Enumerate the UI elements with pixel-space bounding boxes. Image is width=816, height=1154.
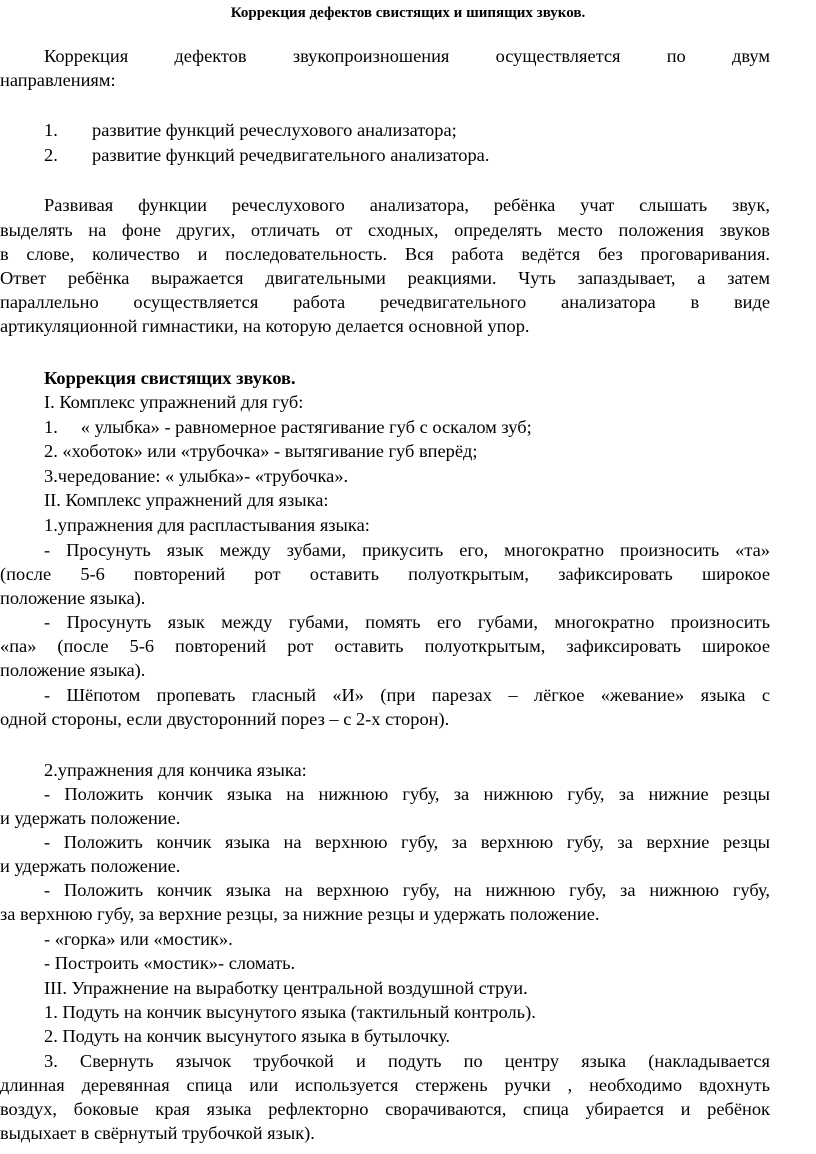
section-line-6: 1.упражнения для распластывания языка: [44, 515, 370, 535]
section-line-8: (после 5-6 повторений рот оставить полуоткрытым, зафиксировать широкое [0, 564, 770, 584]
section-line-13: - Шёпотом пропевать гласный «И» (при парезах – лёгкое «жевание» языка с [44, 685, 770, 705]
para2-line-5: параллельно осуществляется работа речедвигательного анализатора в виде [0, 292, 770, 312]
section-line-21: за верхнюю губу, за верхние резцы, за нижние резцы и удержать положение. [0, 904, 600, 924]
section-line-5: II. Комплекс упражнений для языка: [44, 490, 329, 510]
section-line-19: и удержать положение. [0, 856, 181, 876]
section-line-29: воздух, боковые края языка рефлекторно сворачиваются, спица убирается и ребёнок [0, 1099, 770, 1119]
section-line-7: - Просунуть язык между зубами, прикусить его, многократно произносить «та» [44, 540, 770, 560]
section-line-24: III. Упражнение на выработку центральной воздушной струи. [44, 978, 528, 998]
section-line-30: выдыхает в свёрнутый трубочкой язык). [0, 1123, 315, 1143]
section-line-23: - Построить «мостик»- сломать. [44, 953, 296, 973]
section-line-20: - Положить кончик языка на верхнюю губу, на нижнюю губу, за нижнюю губу, [44, 880, 770, 900]
section-line-14: одной стороны, если двусторонний порез – с 2-х сторон). [0, 709, 450, 729]
para2-line-1: Развивая функции речеслухового анализатора, ребёнка учат слышать звук, [44, 195, 770, 215]
section-line-10: - Просунуть язык между губами, помять его губами, многократно произносить [44, 612, 770, 632]
section-line-9: положение языка). [0, 588, 146, 608]
direction-1-number: 1. [44, 120, 58, 140]
intro-line-2: направлениям: [0, 70, 116, 90]
section-heading: Коррекция свистящих звуков. [44, 368, 296, 388]
section-line-3: 2. «хоботок» или «трубочка» - вытягивание губ вперёд; [44, 441, 478, 461]
section-line-17: и удержать положение. [0, 808, 181, 828]
section-line-15: 2.упражнения для кончика языка: [44, 760, 307, 780]
para2-line-2: выделять на фоне других, отличать от сходных, определять место положения звуков [0, 220, 770, 240]
section-line-28: длинная деревянная спица или используется стержень ручки , необходимо вдохнуть [0, 1075, 770, 1095]
section-line-1: I. Комплекс упражнений для губ: [44, 392, 304, 412]
section-line-11: «па» (после 5-6 повторений рот оставить полуоткрытым, зафиксировать широкое [0, 636, 770, 656]
section-line-12: положение языка). [0, 660, 146, 680]
section-line-25: 1. Подуть на кончик высунутого языка (тактильный контроль). [44, 1002, 536, 1022]
intro-line-1: Коррекция дефектов звукопроизношения осуществляется по двум [44, 46, 770, 66]
direction-2-number: 2. [44, 145, 58, 165]
section-line-4: 3.чередование: « улыбка»- «трубочка». [44, 466, 349, 486]
section-line-16: - Положить кончик языка на нижнюю губу, за нижнюю губу, за нижние резцы [44, 784, 770, 804]
direction-2-text: развитие функций речедвигательного анализатора. [92, 145, 490, 165]
document-title: Коррекция дефектов свистящих и шипящих звуков. [230, 5, 586, 21]
section-line-2: 1. « улыбка» - равномерное растягивание губ с оскалом зуб; [44, 417, 532, 437]
para2-line-3: в слове, количество и последовательность. Вся работа ведётся без проговаривания. [0, 244, 770, 264]
para2-line-4: Ответ ребёнка выражается двигательными реакциями. Чуть запаздывает, а затем [0, 268, 770, 288]
section-line-27: 3. Свернуть язычок трубочкой и подуть по центру языка (накладывается [44, 1051, 770, 1071]
section-line-26: 2. Подуть на кончик высунутого языка в бутылочку. [44, 1026, 451, 1046]
para2-line-6: артикуляционной гимнастики, на которую делается основной упор. [0, 316, 530, 336]
section-line-18: - Положить кончик языка на верхнюю губу, за верхнюю губу, за верхние резцы [44, 832, 770, 852]
section-line-22: - «горка» или «мостик». [44, 929, 233, 949]
direction-1-text: развитие функций речеслухового анализатора; [92, 120, 457, 140]
